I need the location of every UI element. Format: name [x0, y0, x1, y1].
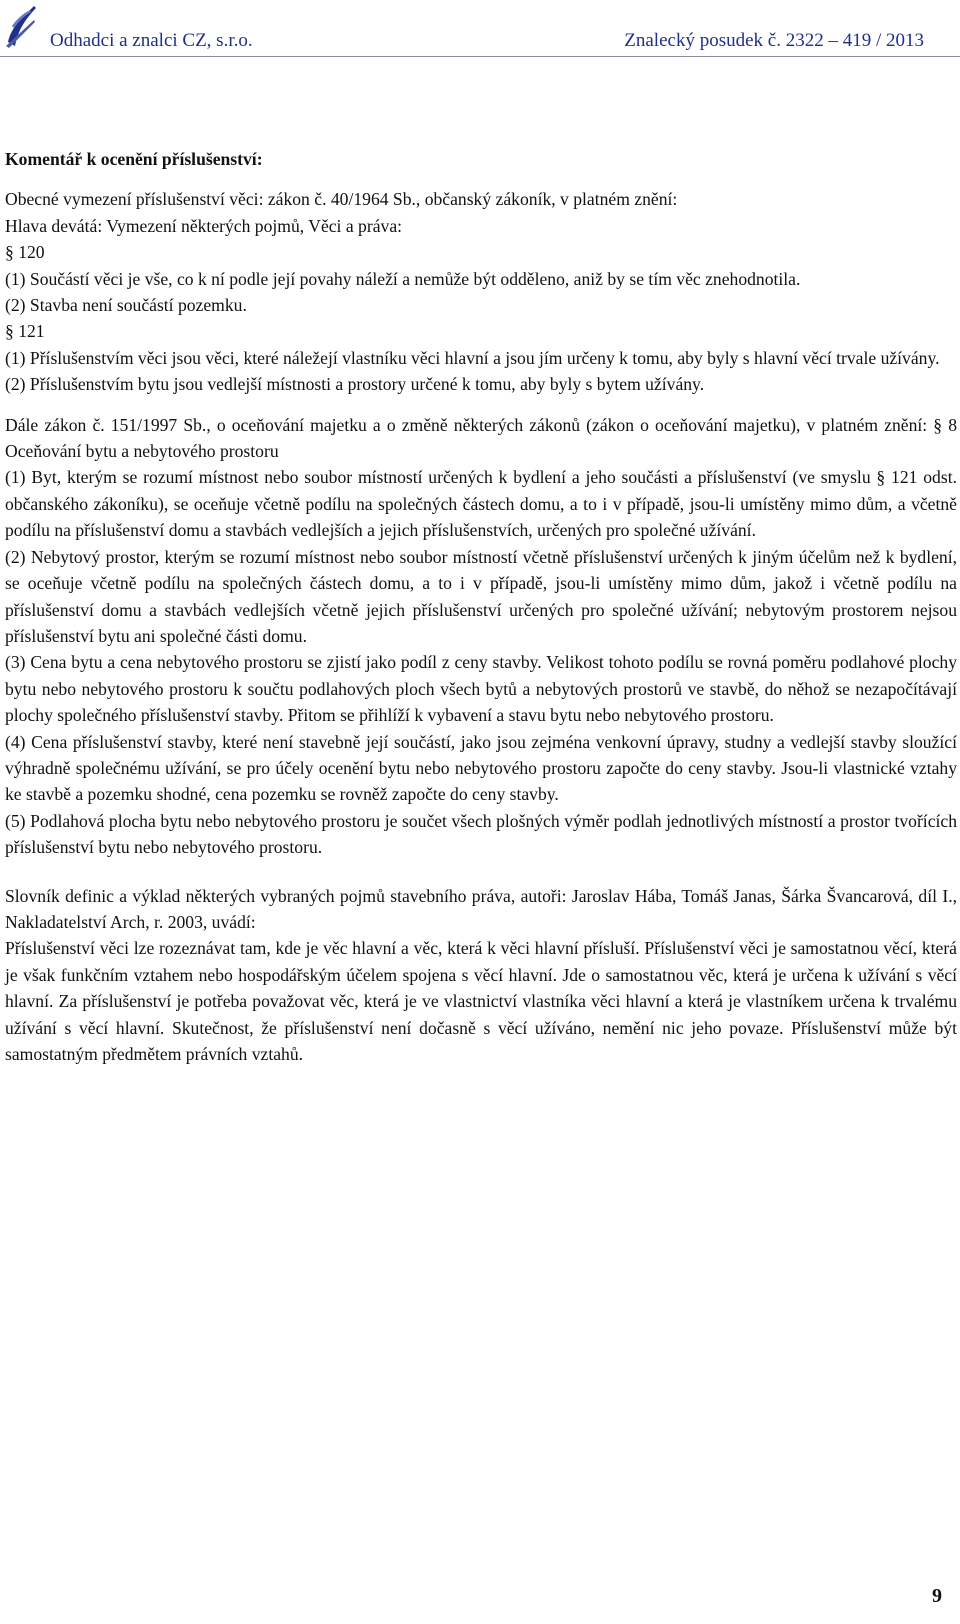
paragraph: Hlava devátá: Vymezení některých pojmů, Věci a práva: — [5, 215, 403, 236]
spacer — [5, 861, 957, 883]
page-number: 9 — [932, 1585, 942, 1607]
paragraph: (2) Nebytový prostor, kterým se rozumí místnost nebo soubor místností včetně příslušenství určených k jiným účelům než k bydlení, se oceňuje včetně podílu na společných částech domu, a to i v případě, jsou-li umístěny mimo dům, jakož i včetně podílu na příslušenství domu a stavbách vedlejších včetně jejich příslušenství určených pro společné užívání; nebytovým prostorem nejsou příslušenství bytu ani společné části domu. — [5, 546, 957, 646]
paragraph: Slovník definic a výklad některých vybraných pojmů stavebního práva, autoři: Jaroslav Hába, Tomáš Janas, Šárka Švancarová, díl I., Nakladatelství Arch, r. 2003, uvádí: — [5, 885, 957, 932]
paragraph: Obecné vymezení příslušenství věci: zákon č. 40/1964 Sb., občanský zákoník, v platném znění: — [5, 189, 678, 210]
paragraph: (2) Stavba není součástí pozemku. — [5, 295, 247, 316]
paragraph: (1) Součástí věci je vše, co k ní podle její povahy náleží a nemůže být odděleno, aniž by se tím věc znehodnotila. — [5, 268, 801, 289]
paragraph: (3) Cena bytu a cena nebytového prostoru se zjistí jako podíl z ceny stavby. Velikost tohoto podílu se rovná poměru podlahové plochy bytu nebo nebytového prostoru k součtu podlahových ploch všech bytů a nebytových prostorů ve stavbě, do něhož se nezapočítávají plochy společného příslušenství stavby. Přitom se přihlíží k vybavení a stavu bytu nebo nebytového prostoru. — [5, 652, 957, 726]
company-logo-icon — [4, 2, 38, 50]
paragraph: (2) Příslušenstvím bytu jsou vedlejší místnosti a prostory určené k tomu, aby byly s bytem užívány. — [5, 374, 705, 395]
document-body — [5, 146, 957, 1067]
paragraph: Dále zákon č. 151/1997 Sb., o oceňování majetku a o změně některých zákonů (zákon o oceňování majetku), v platném znění: § 8 Oceňování bytu a nebytového prostoru — [5, 414, 957, 462]
page-header — [0, 0, 960, 57]
spacer — [5, 398, 957, 412]
section-mark: § 121 — [5, 321, 45, 342]
paragraph: (5) Podlahová plocha bytu nebo nebytového prostoru je součet všech plošných výměr podlah jednotlivých místností a prostor tvořících příslušenství bytu nebo nebytového prostoru. — [5, 810, 957, 858]
paragraph: (1) Byt, kterým se rozumí místnost nebo soubor místností určených k bydlení a jeho součásti a příslušenství (ve smyslu § 121 odst. občanského zákoníku), se oceňuje včetně podílu na společných částech domu, a to i v případě, jsou-li umístěny mimo dům, a včetně podílu na příslušenství domu a stavbách vedlejších a jejich příslušenstvích, určených pro společné užívání. — [5, 467, 957, 541]
report-reference: Znalecký posudek č. 2322 – 419 / 2013 — [624, 30, 924, 51]
section-mark: § 120 — [5, 242, 45, 263]
company-name: Odhadci a znalci CZ, s.r.o. — [50, 30, 253, 51]
paragraph: (1) Příslušenstvím věci jsou věci, které náležejí vlastníku věci hlavní a jsou jím určeny k tomu, aby byly s hlavní věcí trvale užívány. — [5, 347, 940, 368]
paragraph: Příslušenství věci lze rozeznávat tam, kde je věc hlavní a věc, která k věci hlavní přísluší. Příslušenství věci je samostatnou věcí, která je však funkčním vztahem nebo hospodářským účelem spojena s věcí hlavní. Jde o samostatnou věc, která je určena k užívání s věcí hlavní. Za příslušenství je potřeba považovat věc, která je ve vlastnictví vlastníka věci hlavní a která je vlastníkem určena k trvalému užívání s věcí hlavní. Skutečnost, že příslušenství není dočasně s věcí užíváno, nemění nic jeho povaze. Příslušenství může být samostatným předmětem právních vztahů. — [5, 938, 957, 1064]
paragraph: (4) Cena příslušenství stavby, které není stavebně její součástí, jako jsou zejména venkovní úpravy, studny a vedlejší stavby sloužící výhradně společnému užívání, se pro účely ocenění bytu nebo nebytového prostoru započte do ceny stavby. Jsou-li vlastnické vztahy ke stavbě a pozemku shodné, cena pozemku se rovněž započte do ceny stavby. — [5, 731, 957, 805]
section-heading: Komentář k ocenění příslušenství: — [5, 149, 263, 169]
